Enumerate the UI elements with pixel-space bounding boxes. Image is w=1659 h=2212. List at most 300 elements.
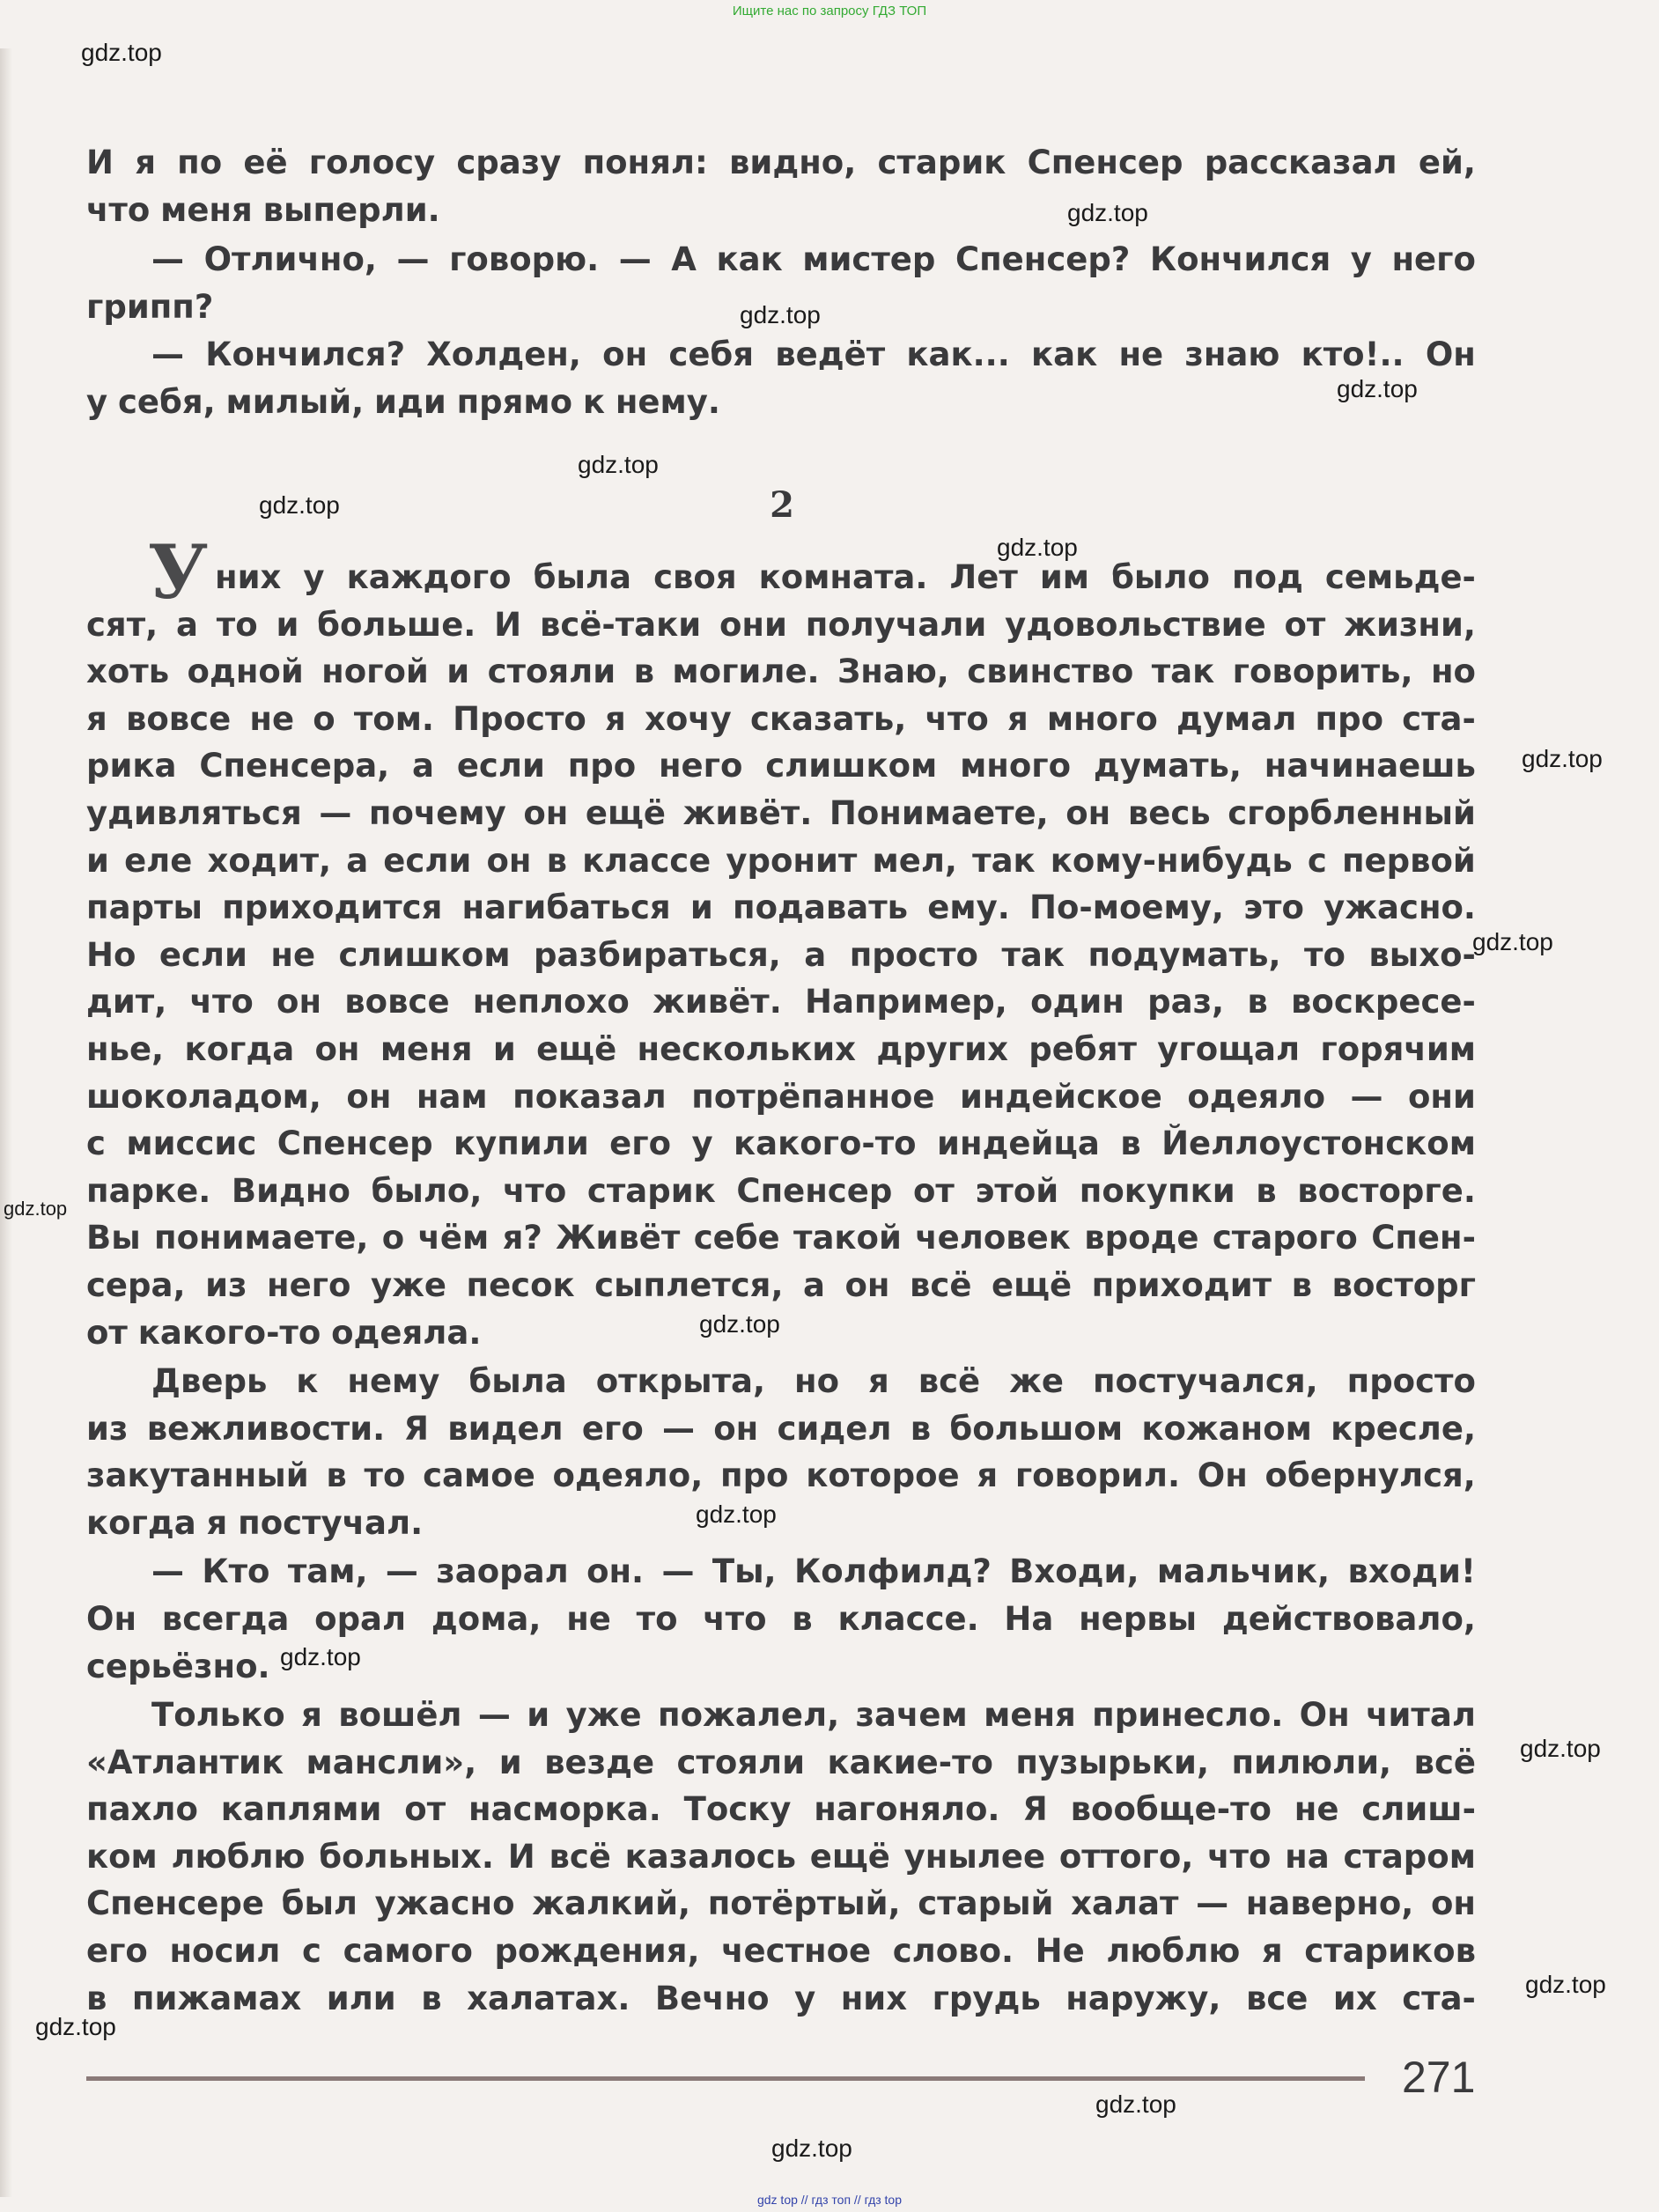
- word: мистер: [802, 240, 936, 278]
- word: много: [1046, 700, 1158, 738]
- word: грипп?: [86, 288, 214, 326]
- word: ещё: [991, 1266, 1073, 1304]
- word: нагоняло.: [814, 1790, 1000, 1828]
- word: старик: [877, 144, 1006, 181]
- word: Вечно: [654, 1980, 770, 2017]
- word: одеяла.: [331, 1314, 482, 1352]
- word: стариков: [1304, 1932, 1476, 1970]
- word: песок: [466, 1266, 575, 1304]
- word: унылее: [903, 1838, 1046, 1876]
- word: кому-нибудь: [1050, 842, 1293, 880]
- word: всё: [1413, 1744, 1476, 1781]
- word: рика: [86, 747, 177, 785]
- word: когда: [86, 1504, 196, 1542]
- watermark: gdz.top: [4, 1198, 68, 1220]
- drop-cap: У: [148, 528, 209, 616]
- word: был: [281, 1884, 358, 1922]
- word: нервы: [1079, 1600, 1198, 1638]
- word: семьде-: [1324, 558, 1476, 596]
- word: постучался,: [1092, 1362, 1318, 1400]
- word: все: [1245, 1980, 1309, 2017]
- word: Спен-: [1371, 1219, 1476, 1257]
- word: то: [364, 1456, 406, 1494]
- word: выперли.: [262, 191, 440, 229]
- word: Видно: [231, 1172, 350, 1210]
- word: одеяло,: [552, 1456, 704, 1494]
- watermark: gdz.top: [280, 1643, 361, 1670]
- word: самое: [423, 1456, 535, 1494]
- word: почему: [368, 794, 506, 832]
- word: и: [86, 842, 109, 880]
- word: думал: [1176, 700, 1297, 738]
- word: индейское: [959, 1078, 1162, 1116]
- word: про: [720, 1456, 789, 1494]
- top-banner: Ищите нас по запросу ГДЗ ТОП: [732, 4, 927, 18]
- word: дома,: [431, 1600, 542, 1638]
- word: вовсе: [125, 700, 232, 738]
- word: потрёпанное: [691, 1078, 935, 1116]
- word: Входи,: [1009, 1552, 1139, 1590]
- text-line: [86, 648, 1476, 696]
- word: я: [867, 1362, 889, 1400]
- word: один: [1030, 983, 1124, 1021]
- word: ногой: [321, 653, 429, 690]
- word: то: [216, 606, 258, 644]
- word: миссис: [126, 1124, 257, 1162]
- word: подавать: [733, 888, 909, 926]
- word: одеяло: [1187, 1078, 1326, 1116]
- word: пожалел,: [658, 1696, 840, 1734]
- word: просто: [849, 936, 978, 974]
- word: вроде: [1084, 1219, 1199, 1257]
- word: от: [1284, 606, 1326, 644]
- word: я?: [502, 1219, 542, 1257]
- word: Спенсер?: [955, 240, 1131, 278]
- word: а: [346, 842, 369, 880]
- word: из: [205, 1266, 247, 1304]
- word: других: [876, 1030, 1008, 1068]
- watermark: gdz.top: [1472, 928, 1553, 955]
- word: свинство: [967, 653, 1134, 690]
- word: еле: [124, 842, 193, 880]
- word: в: [1120, 1124, 1141, 1162]
- word: него: [658, 747, 743, 785]
- word: Кончился?: [205, 335, 406, 373]
- word: хоть: [86, 653, 170, 690]
- word: себя,: [117, 383, 216, 421]
- word: как...: [906, 335, 1010, 373]
- text-line: [86, 601, 1476, 649]
- word: пилюли,: [1231, 1744, 1392, 1781]
- word: комната.: [758, 558, 928, 596]
- word: —: [151, 335, 184, 373]
- page-edge-shadow: [0, 48, 12, 2197]
- word: мел,: [872, 842, 957, 880]
- word: классе: [582, 842, 712, 880]
- word: них: [840, 1980, 908, 2017]
- text-line: [86, 932, 1476, 979]
- word: я: [1006, 700, 1029, 738]
- word: восторг: [1331, 1266, 1476, 1304]
- word: вежливости.: [146, 1410, 386, 1448]
- watermark: gdz.top: [1522, 745, 1603, 772]
- text-line: [86, 884, 1476, 932]
- word: а: [176, 606, 198, 644]
- text-line: [86, 1262, 1476, 1309]
- watermark: gdz.top: [1337, 375, 1418, 402]
- word: стояли: [487, 653, 616, 690]
- word: —: [151, 1552, 184, 1590]
- word: не: [566, 1600, 611, 1638]
- word: Кто: [202, 1552, 270, 1590]
- word: говорить,: [1232, 653, 1413, 690]
- word: пижамах: [131, 1980, 302, 2017]
- word: весь: [1127, 794, 1211, 832]
- word: от: [912, 1172, 955, 1210]
- word: Например,: [805, 983, 1007, 1021]
- word: честное: [721, 1932, 872, 1970]
- word: кожаном: [1141, 1410, 1312, 1448]
- word: —: [661, 1552, 695, 1590]
- word: в: [546, 842, 568, 880]
- word: я: [135, 144, 156, 181]
- word: жалкий,: [532, 1884, 691, 1922]
- watermark: gdz.top: [696, 1500, 777, 1528]
- word: —: [151, 240, 184, 278]
- word: которое: [806, 1456, 960, 1494]
- word: получали: [805, 606, 987, 644]
- word: понимаете,: [154, 1219, 369, 1257]
- word: ещё: [536, 1030, 617, 1068]
- word: открыта,: [595, 1362, 766, 1400]
- watermark: gdz.top: [997, 534, 1078, 561]
- word: Спенсер: [1027, 144, 1183, 181]
- word: Спенсере: [86, 1884, 264, 1922]
- word: к: [582, 383, 606, 421]
- word: под: [1231, 558, 1303, 596]
- watermark: gdz.top: [35, 2013, 116, 2040]
- word: большом: [949, 1410, 1124, 1448]
- word: —: [662, 1410, 696, 1448]
- word: что: [1207, 1838, 1272, 1876]
- word: Вы: [86, 1219, 141, 1257]
- page-number: 271: [1402, 2053, 1476, 2102]
- word: ещё: [809, 1838, 890, 1876]
- word: он: [602, 335, 648, 373]
- text-line: [86, 1120, 1476, 1168]
- word: нагибаться: [461, 888, 671, 926]
- word: вовсе: [344, 983, 450, 1021]
- word: Тоску: [683, 1790, 792, 1828]
- word: Я: [1022, 1790, 1048, 1828]
- word: самого: [343, 1932, 473, 1970]
- word: Он: [1197, 1456, 1248, 1494]
- word: них: [215, 558, 282, 596]
- word: и: [689, 888, 713, 926]
- word: всё-таки: [539, 606, 702, 644]
- word: ужасно: [374, 1884, 515, 1922]
- word: в: [1256, 1172, 1277, 1210]
- word: приходится: [222, 888, 443, 926]
- word: слово.: [892, 1932, 1014, 1970]
- word: Спенсер: [276, 1124, 433, 1162]
- text-line: [86, 837, 1476, 885]
- word: просто: [1346, 1362, 1476, 1400]
- word: —: [319, 794, 352, 832]
- word: грудь: [932, 1980, 1041, 2017]
- word: не: [270, 936, 316, 974]
- word: индейца: [937, 1124, 1100, 1162]
- word: как: [716, 240, 783, 278]
- watermark: gdz.top: [259, 491, 340, 519]
- word: в: [1247, 983, 1268, 1021]
- word: угощал: [1157, 1030, 1301, 1068]
- word: в: [792, 1600, 813, 1638]
- text-line: [86, 1073, 1476, 1121]
- word: а: [412, 747, 435, 785]
- word: в: [633, 653, 655, 690]
- word: слишком: [765, 747, 938, 785]
- watermark: gdz.top: [1525, 1971, 1606, 1998]
- word: про: [1315, 700, 1383, 738]
- text-line: [86, 1168, 1476, 1215]
- word: я: [86, 700, 107, 738]
- word: но: [1430, 653, 1476, 690]
- word: оттого,: [1058, 1838, 1194, 1876]
- word: так: [1001, 936, 1065, 974]
- word: ста-: [1402, 1980, 1476, 2017]
- word: —: [618, 240, 652, 278]
- word: читал: [1366, 1696, 1476, 1734]
- word: ей,: [1418, 144, 1476, 181]
- word: —: [1350, 1078, 1383, 1116]
- word: неплохо: [472, 983, 630, 1021]
- word: понял:: [582, 144, 708, 181]
- text-line: [86, 1405, 1476, 1453]
- word: воскресе-: [1291, 983, 1476, 1021]
- text-line: [86, 696, 1476, 743]
- word: так: [1151, 653, 1215, 690]
- word: парке.: [86, 1172, 211, 1210]
- word: —: [477, 1696, 511, 1734]
- word: рождения,: [494, 1932, 700, 1970]
- word: не: [1294, 1790, 1339, 1828]
- word: нескольких: [637, 1030, 857, 1068]
- word: с: [1307, 842, 1327, 880]
- word: Только: [151, 1696, 285, 1734]
- word: мансли»,: [306, 1744, 477, 1781]
- word: им: [1039, 558, 1090, 596]
- word: Спенсер: [736, 1172, 893, 1210]
- word: когда: [184, 1030, 295, 1068]
- word: парты: [86, 888, 203, 926]
- word: жизни,: [1344, 606, 1476, 644]
- word: сят,: [86, 606, 159, 644]
- word: он: [523, 794, 569, 832]
- word: нему: [347, 1362, 440, 1400]
- word: но: [794, 1362, 840, 1400]
- text-line: [86, 1596, 1476, 1643]
- word: так: [972, 842, 1036, 880]
- word: к: [296, 1362, 319, 1400]
- word: я: [301, 1696, 322, 1734]
- word: и: [276, 606, 299, 644]
- word: меня: [984, 1696, 1076, 1734]
- word: ходит,: [207, 842, 332, 880]
- word: милый,: [225, 383, 365, 421]
- word: а: [803, 1266, 825, 1304]
- word: старого: [1212, 1219, 1358, 1257]
- word: была: [468, 1362, 567, 1400]
- word: уже: [370, 1266, 446, 1304]
- word: из: [86, 1410, 129, 1448]
- word: или: [326, 1980, 396, 2017]
- word: рассказал: [1204, 144, 1397, 181]
- word: что: [503, 1172, 567, 1210]
- word: —: [396, 240, 430, 278]
- word: ужасно.: [1324, 888, 1476, 926]
- word: и: [527, 1696, 550, 1734]
- word: горячим: [1320, 1030, 1476, 1068]
- word: кто!..: [1301, 335, 1405, 373]
- word: одной: [187, 653, 304, 690]
- word: какого-то: [734, 1124, 917, 1162]
- word: человек: [915, 1219, 1071, 1257]
- text-line: [86, 139, 1476, 187]
- word: он: [486, 842, 532, 880]
- section-number: 2: [770, 484, 794, 526]
- word: мальчик,: [1156, 1552, 1331, 1590]
- word: ведёт: [775, 335, 886, 373]
- word: Йеллоустонском: [1161, 1124, 1476, 1162]
- word: уронит: [726, 842, 858, 880]
- word: входи!: [1347, 1552, 1476, 1590]
- word: он: [844, 1266, 890, 1304]
- watermark: gdz.top: [771, 2135, 852, 2162]
- word: как: [1031, 335, 1098, 373]
- word: что: [925, 700, 989, 738]
- word: показал: [512, 1078, 667, 1116]
- word: обернулся,: [1265, 1456, 1476, 1494]
- text-line: [86, 1739, 1476, 1787]
- word: орал: [314, 1600, 407, 1638]
- word: себя: [668, 335, 755, 373]
- word: этой: [975, 1172, 1059, 1210]
- watermark: gdz.top: [699, 1310, 780, 1338]
- text-line: [86, 1309, 1476, 1357]
- word: Знаю,: [837, 653, 949, 690]
- word: —: [385, 1552, 418, 1590]
- word: люблю: [171, 1838, 306, 1876]
- text-line: [151, 331, 1476, 379]
- text-line: [86, 1928, 1476, 1975]
- word: слишком: [338, 936, 511, 974]
- watermark: gdz.top: [740, 301, 821, 328]
- text-line: [86, 1500, 1476, 1547]
- word: я: [605, 700, 626, 738]
- word: И: [494, 606, 522, 644]
- word: у: [691, 1124, 713, 1162]
- word: классе.: [837, 1600, 979, 1638]
- word: кресле,: [1331, 1410, 1476, 1448]
- word: у: [303, 558, 325, 596]
- word: не: [249, 700, 295, 738]
- text-line: [86, 1833, 1476, 1881]
- word: купили: [453, 1124, 589, 1162]
- word: Лет: [949, 558, 1018, 596]
- word: у: [86, 383, 108, 421]
- word: удивляться: [86, 794, 302, 832]
- word: вошёл: [338, 1696, 462, 1734]
- word: постучал.: [238, 1504, 424, 1542]
- word: сыплется,: [594, 1266, 784, 1304]
- word: Просто: [453, 700, 586, 738]
- word: я: [977, 1456, 999, 1494]
- word: про: [567, 747, 637, 785]
- word: он: [314, 1030, 360, 1068]
- word: нам: [416, 1078, 488, 1116]
- word: Живёт: [556, 1219, 681, 1257]
- word: о: [381, 1219, 405, 1257]
- word: они: [719, 606, 787, 644]
- word: первой: [1341, 842, 1476, 880]
- word: её: [243, 144, 288, 181]
- word: Но: [86, 936, 136, 974]
- word: я: [1261, 1932, 1283, 1970]
- word: с: [302, 1932, 321, 1970]
- word: разбираться,: [534, 936, 781, 974]
- word: всё: [549, 1838, 611, 1876]
- text-line: [86, 1880, 1476, 1928]
- word: могиле.: [672, 653, 820, 690]
- word: сказать,: [749, 700, 907, 738]
- word: удовольствие: [1005, 606, 1266, 644]
- word: то: [636, 1600, 678, 1638]
- word: насморка.: [468, 1790, 661, 1828]
- word: меня: [160, 191, 253, 229]
- word: Отлично,: [203, 240, 377, 278]
- word: ком: [86, 1838, 158, 1876]
- word: меня: [380, 1030, 473, 1068]
- word: в: [1291, 1266, 1313, 1304]
- word: раз,: [1147, 983, 1225, 1021]
- word: начинаешь: [1264, 747, 1476, 785]
- word: покупки: [1079, 1172, 1235, 1210]
- word: вообще-то: [1070, 1790, 1272, 1828]
- word: была: [533, 558, 631, 596]
- word: в: [910, 1410, 932, 1448]
- word: халат: [1071, 1884, 1179, 1922]
- word: сразу: [456, 144, 562, 181]
- word: что: [189, 983, 254, 1021]
- word: а: [804, 936, 827, 974]
- word: я: [206, 1504, 228, 1542]
- word: И: [507, 1838, 535, 1876]
- word: знаю: [1184, 335, 1280, 373]
- text-line: [86, 1975, 1476, 2023]
- text-line: [151, 236, 1476, 284]
- word: На: [1004, 1600, 1054, 1638]
- word: Дверь: [151, 1362, 268, 1400]
- word: восторге.: [1297, 1172, 1476, 1210]
- word: что: [703, 1600, 767, 1638]
- word: слиш-: [1361, 1790, 1476, 1828]
- word: наверно,: [1245, 1884, 1414, 1922]
- word: видел: [447, 1410, 564, 1448]
- footer-rule: [86, 2076, 1365, 2081]
- word: они: [1408, 1078, 1476, 1116]
- word: дит,: [86, 983, 167, 1021]
